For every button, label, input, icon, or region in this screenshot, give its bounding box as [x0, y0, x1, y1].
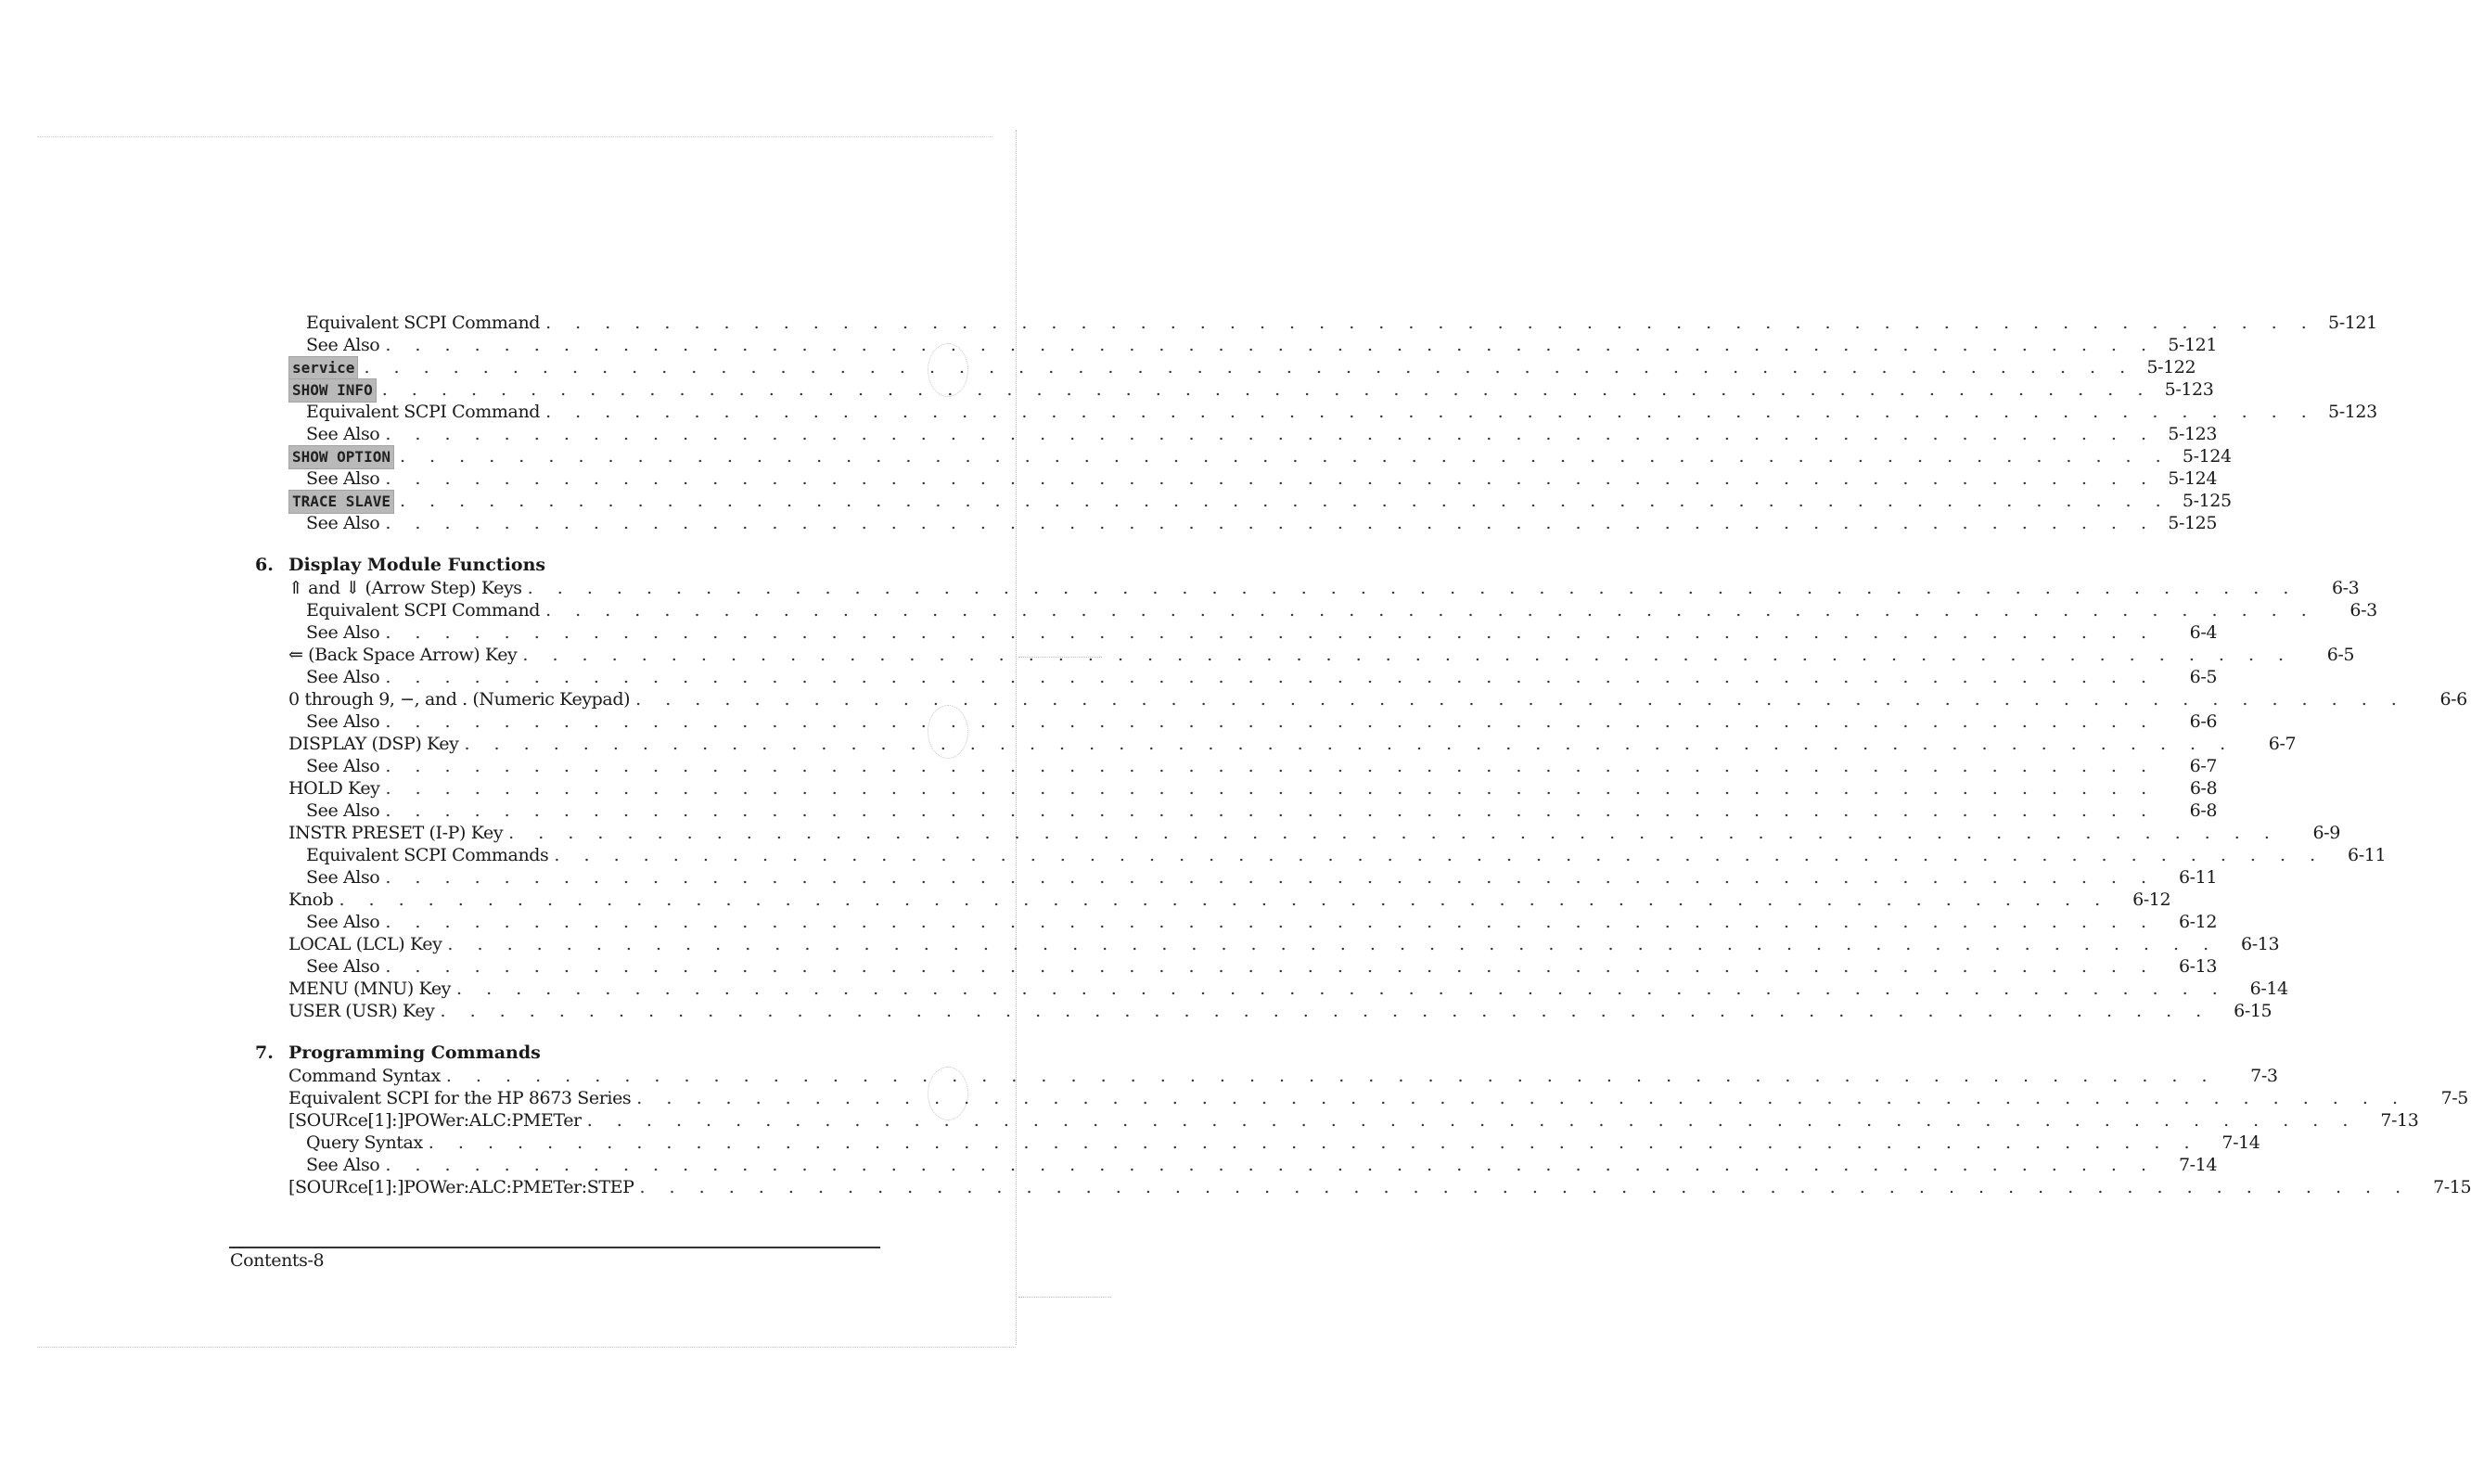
entry-label: See Also — [306, 667, 380, 687]
toc-entry[interactable] — [255, 599, 2377, 621]
toc-entry[interactable] — [255, 889, 2171, 911]
entry-label: Equivalent SCPI Command — [306, 600, 541, 620]
toc-entry[interactable] — [255, 312, 2377, 334]
entry-page-number: 5-125 — [2168, 513, 2218, 533]
entry-page-number: 7-14 — [2221, 1132, 2260, 1153]
dot-leader: . . . . . . . . . . . . . . . . . . . . . . . . . . . . . . . . . . . . . . . . . . . . . . . . . . . . . . . . . . . . — [385, 667, 2157, 687]
entry-label: Knob — [288, 889, 334, 910]
entry-label: Equivalent SCPI Command — [306, 313, 541, 333]
entry-label: LOCAL (LCL) Key — [288, 934, 442, 954]
entry-page-number: 6-8 — [2189, 778, 2218, 799]
footer-rule — [229, 1247, 880, 1248]
dot-leader: . . . . . . . . . . . . . . . . . . . . . . . . . . . . . . . . . . . . . . . . . . . . . . . . . . . . . . . . . . . . — [508, 823, 2279, 843]
toc-entry[interactable] — [255, 423, 2218, 445]
entry-page-number: 5-123 — [2168, 424, 2218, 444]
entry-page-number: 5-121 — [2328, 313, 2377, 333]
dot-leader: . . . . . . . . . . . . . . . . . . . . . . . . . . . . . . . . . . . . . . . . . . . . . . . . . . . . . . . . . . . . — [527, 578, 2298, 598]
toc-entry[interactable] — [255, 356, 2196, 378]
dot-leader: . . . . . . . . . . . . . . . . . . . . . . . . . . . . . . . . . . . . . . . . . . . . . . . . . . . . . . . . . . . . — [385, 912, 2157, 932]
toc-entry[interactable] — [255, 401, 2377, 423]
entry-label: See Also — [306, 424, 380, 444]
toc-entry[interactable] — [255, 688, 2467, 710]
toc-entry[interactable] — [255, 1109, 2419, 1132]
toc-entry[interactable] — [255, 490, 2232, 512]
entry-page-number: 6-5 — [2189, 667, 2218, 687]
entry-page-number: 7-15 — [2433, 1177, 2471, 1197]
toc-entry[interactable] — [255, 512, 2218, 534]
toc-entry[interactable] — [255, 378, 2214, 401]
entry-page-number: 6-11 — [2348, 845, 2387, 865]
softkey-label: SHOW OPTION — [288, 445, 394, 469]
entry-label: [SOURce[1]:]POWer:ALC:PMETer:STEP — [288, 1177, 634, 1197]
dot-leader: . . . . . . . . . . . . . . . . . . . . . . . . . . . . . . . . . . . . . . . . . . . . . . . . . . . . . . . . . . . . — [385, 711, 2157, 732]
entry-label: See Also — [306, 711, 380, 732]
entry-page-number: 6-5 — [2326, 645, 2355, 665]
entry-page-number: 6-14 — [2249, 979, 2288, 999]
entry-label: Equivalent SCPI Command — [306, 402, 541, 422]
dot-leader: . . . . . . . . . . . . . . . . . . . . . . . . . . . . . . . . . . . . . . . . . . . . . . . . . . . . . . . . . . . . — [635, 689, 2406, 710]
entry-page-number: 6-11 — [2178, 867, 2218, 888]
entry-label: See Also — [306, 800, 380, 821]
entry-label: 0 through 9, −, and . (Numeric Keypad) — [288, 689, 631, 710]
dot-leader: . . . . . . . . . . . . . . . . . . . . . . . . . . . . . . . . . . . . . . . . . . . . . . . . . . . . . . . . . . . . — [440, 1001, 2211, 1021]
dot-leader: . . . . . . . . . . . . . . . . . . . . . . . . . . . . . . . . . . . . . . . . . . . . . . . . . . . . . . . . . . . . — [399, 446, 2170, 467]
table-of-contents — [255, 312, 2471, 1198]
entry-page-number: 5-124 — [2182, 446, 2232, 467]
dot-leader: . . . . . . . . . . . . . . . . . . . . . . . . . . . . . . . . . . . . . . . . . . . . . . . . . . . . . . . . . . . . — [385, 513, 2157, 533]
dot-leader: . . . . . . . . . . . . . . . . . . . . . . . . . . . . . . . . . . . . . . . . . . . . . . . . . . . . . . . . . . . . — [545, 313, 2316, 333]
dot-leader: . . . . . . . . . . . . . . . . . . . . . . . . . . . . . . . . . . . . . . . . . . . . . . . . . . . . . . . . . . . . — [428, 1132, 2199, 1153]
dot-leader: . . . . . . . . . . . . . . . . . . . . . . . . . . . . . . . . . . . . . . . . . . . . . . . . . . . . . . . . . . . . — [445, 1066, 2217, 1086]
dot-leader: . . . . . . . . . . . . . . . . . . . . . . . . . . . . . . . . . . . . . . . . . . . . . . . . . . . . . . . . . . . . — [385, 756, 2157, 776]
dot-leader: . . . . . . . . . . . . . . . . . . . . . . . . . . . . . . . . . . . . . . . . . . . . . . . . . . . . . . . . . . . . — [381, 379, 2153, 400]
entry-page-number: 6-7 — [2268, 734, 2297, 754]
entry-label: See Also — [306, 1155, 380, 1175]
dot-leader: . . . . . . . . . . . . . . . . . . . . . . . . . . . . . . . . . . . . . . . . . . . . . . . . . . . . . . . . . . . . — [385, 800, 2157, 821]
entry-label: See Also — [306, 622, 380, 643]
entry-page-number: 5-123 — [2164, 379, 2214, 400]
dot-leader: . . . . . . . . . . . . . . . . . . . . . . . . . . . . . . . . . . . . . . . . . . . . . . . . . . . . . . . . . . . . — [447, 934, 2219, 954]
entry-label: MENU (MNU) Key — [288, 979, 452, 999]
dot-leader: . . . . . . . . . . . . . . . . . . . . . . . . . . . . . . . . . . . . . . . . . . . . . . . . . . . . . . . . . . . . — [545, 600, 2316, 620]
entry-label: INSTR PRESET (I-P) Key — [288, 823, 504, 843]
toc-entry[interactable] — [255, 755, 2218, 777]
entry-page-number: 5-124 — [2168, 468, 2218, 489]
toc-entry[interactable] — [255, 621, 2218, 644]
chapter-title: Programming Commands — [288, 1043, 541, 1063]
entry-label: ⇑ and ⇓ (Arrow Step) Keys — [288, 578, 522, 598]
entry-page-number: 7-5 — [2440, 1088, 2468, 1108]
toc-entry[interactable] — [255, 666, 2218, 688]
entry-label: See Also — [306, 335, 380, 355]
toc-entry[interactable] — [255, 1000, 2273, 1022]
toc-entry[interactable] — [255, 1065, 2278, 1087]
chapter-number: 6. — [255, 555, 274, 575]
dot-leader: . . . . . . . . . . . . . . . . . . . . . . . . . . . . . . . . . . . . . . . . . . . . . . . . . . . . . . . . . . . . — [385, 424, 2157, 444]
entry-label: DISPLAY (DSP) Key — [288, 734, 459, 754]
dot-leader: . . . . . . . . . . . . . . . . . . . . . . . . . . . . . . . . . . . . . . . . . . . . . . . . . . . . . . . . . . . . — [399, 491, 2170, 511]
dot-leader: . . . . . . . . . . . . . . . . . . . . . . . . . . . . . . . . . . . . . . . . . . . . . . . . . . . . . . . . . . . . — [385, 468, 2157, 489]
entry-page-number: 6-7 — [2189, 756, 2218, 776]
toc-entry[interactable] — [255, 866, 2218, 889]
chapter-title: Display Module Functions — [288, 555, 546, 575]
entry-label: ⇐ (Back Space Arrow) Key — [288, 645, 518, 665]
edge-tick — [1018, 1297, 1111, 1298]
entry-page-number: 6-13 — [2241, 934, 2280, 954]
dot-leader: . . . . . . . . . . . . . . . . . . . . . . . . . . . . . . . . . . . . . . . . . . . . . . . . . . . . . . . . . . . . — [586, 1110, 2358, 1131]
toc-entry[interactable] — [255, 334, 2218, 356]
toc-entry[interactable] — [255, 822, 2340, 844]
entry-label: Equivalent SCPI Commands — [306, 845, 549, 865]
toc-entry[interactable] — [255, 911, 2218, 933]
toc-entry[interactable] — [255, 1154, 2218, 1176]
entry-page-number: 7-13 — [2380, 1110, 2419, 1131]
entry-label: HOLD Key — [288, 778, 380, 799]
entry-page-number: 5-121 — [2168, 335, 2218, 355]
entry-label: See Also — [306, 513, 380, 533]
page-edge-bottom — [37, 1347, 1016, 1348]
entry-page-number: 6-3 — [2331, 578, 2360, 598]
entry-page-number: 6-6 — [2439, 689, 2467, 710]
toc-entry[interactable] — [255, 1132, 2260, 1154]
chapter-heading — [255, 553, 904, 577]
softkey-label: SHOW INFO — [288, 378, 377, 403]
dot-leader: . . . . . . . . . . . . . . . . . . . . . . . . . . . . . . . . . . . . . . . . . . . . . . . . . . . . . . . . . . . . — [464, 734, 2235, 754]
dot-leader: . . . . . . . . . . . . . . . . . . . . . . . . . . . . . . . . . . . . . . . . . . . . . . . . . . . . . . . . . . . . — [639, 1177, 2411, 1197]
entry-label: See Also — [306, 867, 380, 888]
entry-page-number: 6-15 — [2234, 1001, 2273, 1021]
toc-entry[interactable] — [255, 710, 2218, 733]
toc-entry[interactable] — [255, 933, 2280, 955]
toc-entry[interactable] — [255, 1176, 2471, 1198]
entry-label: See Also — [306, 756, 380, 776]
entry-page-number: 6-8 — [2189, 800, 2218, 821]
entry-page-number: 5-122 — [2146, 357, 2196, 377]
entry-page-number: 6-6 — [2189, 711, 2218, 732]
toc-entry[interactable] — [255, 445, 2232, 467]
dot-leader: . . . . . . . . . . . . . . . . . . . . . . . . . . . . . . . . . . . . . . . . . . . . . . . . . . . . . . . . . . . . — [385, 1155, 2157, 1175]
toc-entry[interactable] — [255, 800, 2218, 822]
softkey-label: service — [288, 356, 358, 380]
toc-entry[interactable] — [255, 978, 2288, 1000]
toc-entry[interactable] — [255, 1087, 2468, 1109]
entry-label: [SOURce[1]:]POWer:ALC:PMETer — [288, 1110, 582, 1131]
toc-entry[interactable] — [255, 844, 2387, 866]
entry-label: USER (USR) Key — [288, 1001, 435, 1021]
entry-page-number: 6-12 — [2178, 912, 2218, 932]
entry-label: See Also — [306, 912, 380, 932]
dot-leader: . . . . . . . . . . . . . . . . . . . . . . . . . . . . . . . . . . . . . . . . . . . . . . . . . . . . . . . . . . . . — [545, 402, 2316, 422]
toc-entry[interactable] — [255, 577, 2360, 599]
entry-page-number: 5-125 — [2182, 491, 2232, 511]
toc-entry[interactable] — [255, 777, 2218, 800]
dot-leader: . . . . . . . . . . . . . . . . . . . . . . . . . . . . . . . . . . . . . . . . . . . . . . . . . . . . . . . . . . . . — [385, 867, 2157, 888]
dot-leader: . . . . . . . . . . . . . . . . . . . . . . . . . . . . . . . . . . . . . . . . . . . . . . . . . . . . . . . . . . . . — [385, 335, 2157, 355]
entry-page-number: 6-12 — [2132, 889, 2171, 910]
footer-page-label: Contents-8 — [230, 1250, 325, 1271]
softkey-label: TRACE SLAVE — [288, 490, 394, 514]
entry-page-number: 6-4 — [2189, 622, 2218, 643]
entry-label: Command Syntax — [288, 1066, 441, 1086]
entry-label: See Also — [306, 468, 380, 489]
toc-entry[interactable] — [255, 644, 2355, 666]
page-edge-top — [37, 136, 992, 137]
dot-leader: . . . . . . . . . . . . . . . . . . . . . . . . . . . . . . . . . . . . . . . . . . . . . . . . . . . . . . . . . . . . — [385, 622, 2157, 643]
toc-entry[interactable] — [255, 733, 2297, 755]
chapter-number: 7. — [255, 1043, 274, 1063]
entry-page-number: 6-9 — [2312, 823, 2340, 843]
entry-label: Query Syntax — [306, 1132, 423, 1153]
entry-label: See Also — [306, 956, 380, 977]
toc-entry[interactable] — [255, 467, 2218, 490]
dot-leader: . . . . . . . . . . . . . . . . . . . . . . . . . . . . . . . . . . . . . . . . . . . . . . . . . . . . . . . . . . . . — [385, 778, 2157, 799]
dot-leader: . . . . . . . . . . . . . . . . . . . . . . . . . . . . . . . . . . . . . . . . . . . . . . . . . . . . . . . . . . . . — [339, 889, 2110, 910]
entry-label: Equivalent SCPI for the HP 8673 Series — [288, 1088, 632, 1108]
toc-entry[interactable] — [255, 955, 2218, 978]
dot-leader: . . . . . . . . . . . . . . . . . . . . . . . . . . . . . . . . . . . . . . . . . . . . . . . . . . . . . . . . . . . . — [554, 845, 2325, 865]
dot-leader: . . . . . . . . . . . . . . . . . . . . . . . . . . . . . . . . . . . . . . . . . . . . . . . . . . . . . . . . . . . . — [385, 956, 2157, 977]
entry-page-number: 7-14 — [2178, 1155, 2218, 1175]
dot-leader: . . . . . . . . . . . . . . . . . . . . . . . . . . . . . . . . . . . . . . . . . . . . . . . . . . . . . . . . . . . . — [364, 357, 2135, 377]
entry-page-number: 5-123 — [2328, 402, 2377, 422]
dot-leader: . . . . . . . . . . . . . . . . . . . . . . . . . . . . . . . . . . . . . . . . . . . . . . . . . . . . . . . . . . . . — [522, 645, 2294, 665]
entry-page-number: 6-13 — [2178, 956, 2218, 977]
chapter-heading — [255, 1041, 904, 1065]
entry-page-number: 6-3 — [2349, 600, 2377, 620]
entry-page-number: 7-3 — [2250, 1066, 2278, 1086]
dot-leader: . . . . . . . . . . . . . . . . . . . . . . . . . . . . . . . . . . . . . . . . . . . . . . . . . . . . . . . . . . . . — [636, 1088, 2407, 1108]
dot-leader: . . . . . . . . . . . . . . . . . . . . . . . . . . . . . . . . . . . . . . . . . . . . . . . . . . . . . . . . . . . . — [456, 979, 2227, 999]
